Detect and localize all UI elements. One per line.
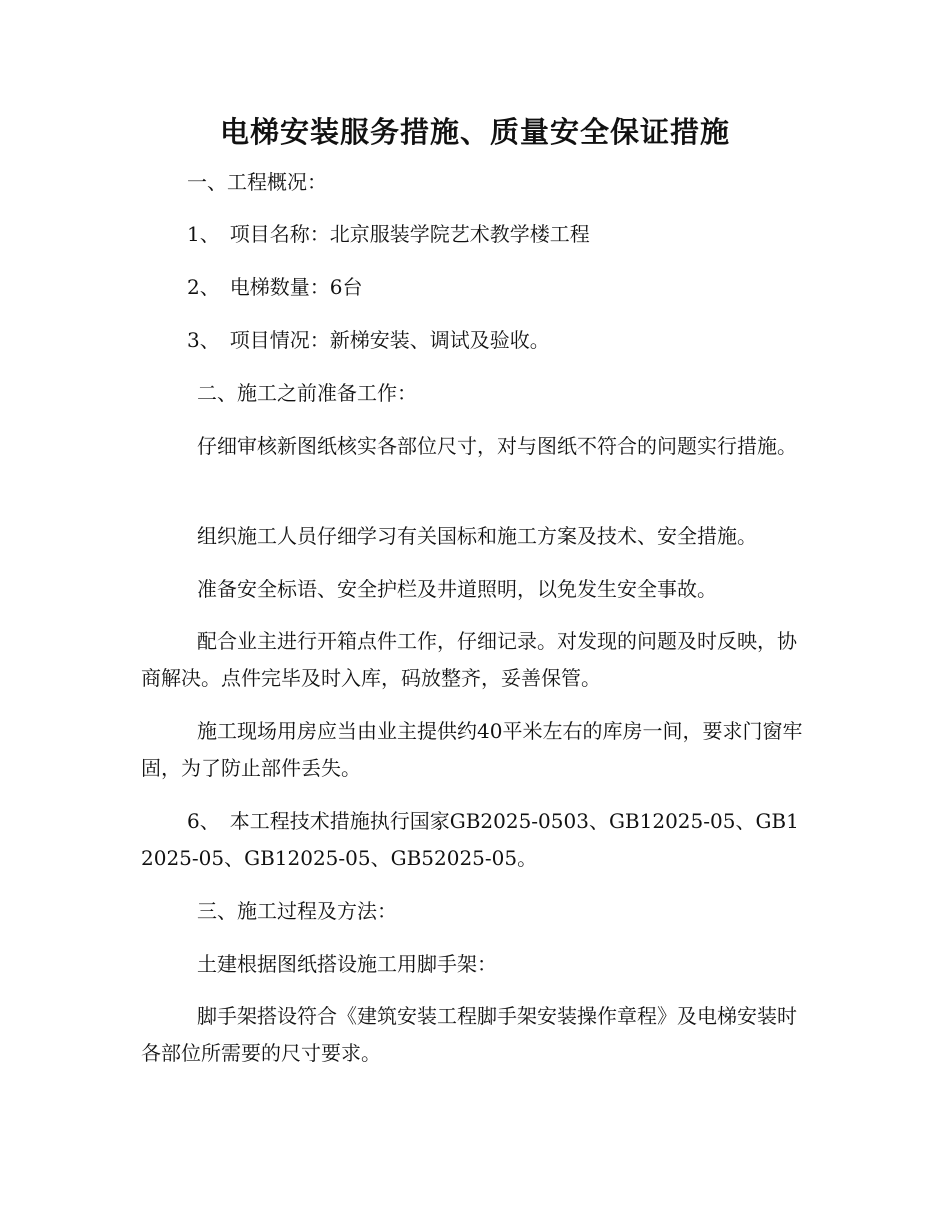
paragraph-training: 组织施工人员仔细学习有关国标和施工方案及技术、安全措施。 <box>197 524 757 548</box>
paragraph-unpacking: 配合业主进行开箱点件工作，仔细记录。对发现的问题及时反映，协商解决。点件完毕及时入库，码放整齐，妥善保管。 <box>141 629 797 690</box>
paragraph-standards: 6、 本工程技术措施执行国家GB2025-0503、GB12025-05、GB12025-05、GB12025-05、GB52025-05。 <box>141 809 799 870</box>
document-title: 电梯安装服务措施、质量安全保证措施 <box>219 115 730 149</box>
paragraph-project-name: 1、 项目名称：北京服装学院艺术教学楼工程 <box>187 222 590 246</box>
paragraph-review-drawings: 仔细审核新图纸核实各部位尺寸，对与图纸不符合的问题实行措施。 <box>197 434 797 458</box>
paragraph-project-status: 3、 项目情况：新梯安装、调试及验收。 <box>187 328 550 352</box>
section-heading-overview: 一、工程概况： <box>187 170 327 194</box>
paragraph-safety-signs: 准备安全标语、安全护栏及井道照明，以免发生安全事故。 <box>197 577 717 601</box>
paragraph-elevator-count: 2、 电梯数量：6台 <box>187 275 363 299</box>
section-heading-preparation: 二、施工之前准备工作： <box>197 381 417 405</box>
paragraph-scaffolding-rules: 脚手架搭设符合《建筑安装工程脚手架安装操作章程》及电梯安装时各部位所需要的尺寸要求。 <box>141 1004 797 1065</box>
paragraph-storage-room: 施工现场用房应当由业主提供约40平米左右的库房一间，要求门窗牢固，为了防止部件丢失。 <box>141 719 803 780</box>
paragraph-scaffolding: 土建根据图纸搭设施工用脚手架： <box>197 952 497 976</box>
section-heading-process: 三、施工过程及方法： <box>197 899 397 923</box>
